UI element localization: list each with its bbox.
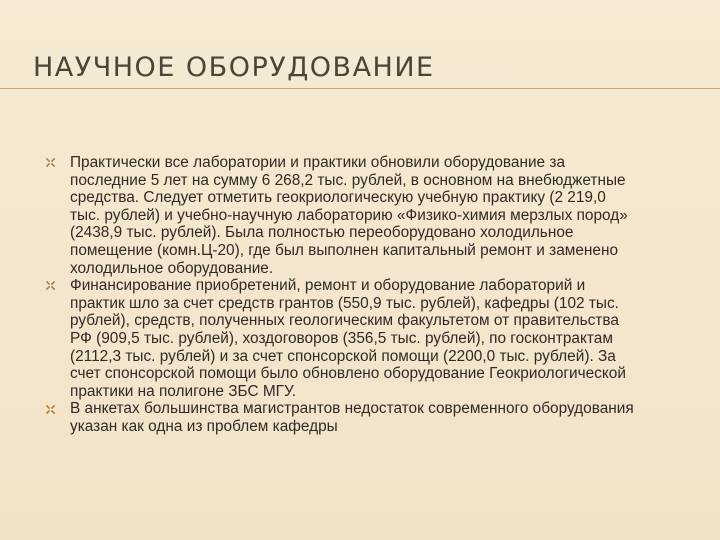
- slide-title: НАУЧНОЕ ОБОРУДОВАНИЕ: [33, 52, 435, 83]
- bullet-text: Практически все лаборатории и практики обновили оборудование за последние 5 лет на сумму 6 268,2 тыс. рублей, в основном на внебюджетные средства. Следует отметить геокриологическую учебную практику (2 219,0 тыс. рублей) и учебно-научную лабораторию «Физико-химия мерзлых пород» (2438,9 тыс. рублей). Была полностью переоборудовано холодильное помещение (комн.Ц-20), где был выполнен капитальный ремонт и заменено холодильное оборудование.: [70, 154, 628, 277]
- bullet-item: [44, 154, 634, 277]
- bullet-text: В анкетах большинства магистрантов недостаток современного оборудования указан как одна из проблем кафедры: [70, 400, 634, 435]
- x-mark-icon: [44, 154, 56, 172]
- bullet-list: [44, 154, 634, 436]
- bullet-item: [44, 277, 634, 400]
- bullet-text: Финансирование приобретений, ремонт и оборудование лабораторий и практик шло за счет средств грантов (550,9 тыс. рублей), кафедры (102 тыс. рублей), средств, полученных геологическим факультетом от правительства РФ (909,5 тыс. рублей), хоздоговоров (356,5 тыс. рублей), по госконтрактам (2112,3 тыс. рублей) и за счет спонсорской помощи (2200,0 тыс. рублей). За счет спонсорской помощи было обновлено оборудование Геокриологической практики на полигоне ЗБС МГУ.: [70, 277, 626, 400]
- x-mark-icon: [44, 400, 56, 418]
- x-mark-icon: [44, 277, 56, 295]
- title-divider: [0, 88, 720, 89]
- bullet-item: [44, 400, 634, 435]
